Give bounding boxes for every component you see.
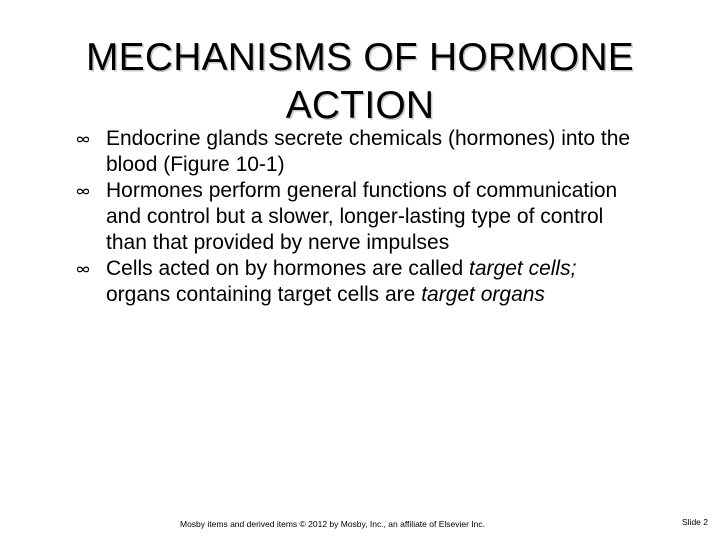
slide-title-line-1: MECHANISMS OF HORMONE	[85, 36, 635, 80]
infinity-bullet-icon	[76, 135, 90, 144]
slide-footer	[0, 519, 720, 533]
copyright-notice: Mosby items and derived items © 2012 by Mosby, Inc., an affiliate of Elsevier Inc.	[180, 519, 486, 529]
slide-title-line-2: ACTION	[285, 84, 435, 128]
bullet-text-part: organs containing target cells are	[106, 283, 422, 306]
bullet-text: Endocrine glands secrete chemicals (hormones) into the blood (Figure 10-1)	[106, 127, 631, 176]
bullet-list	[76, 126, 636, 308]
bullet-item	[76, 126, 636, 178]
bullet-item	[76, 178, 636, 256]
infinity-bullet-icon	[76, 265, 90, 274]
bullet-italic-term: target organs	[421, 283, 545, 306]
bullet-text-part: Cells acted on by hormones are called	[106, 257, 470, 280]
bullet-item	[76, 256, 636, 308]
bullet-text: Hormones perform general functions of communication and control but a slower, longer-lasting type of control than that provided by nerve impulses	[106, 179, 618, 254]
slide-title	[60, 34, 660, 130]
infinity-bullet-icon	[76, 187, 90, 196]
slide-number: Slide 2	[682, 517, 708, 527]
bullet-italic-term: target cells;	[469, 257, 577, 280]
